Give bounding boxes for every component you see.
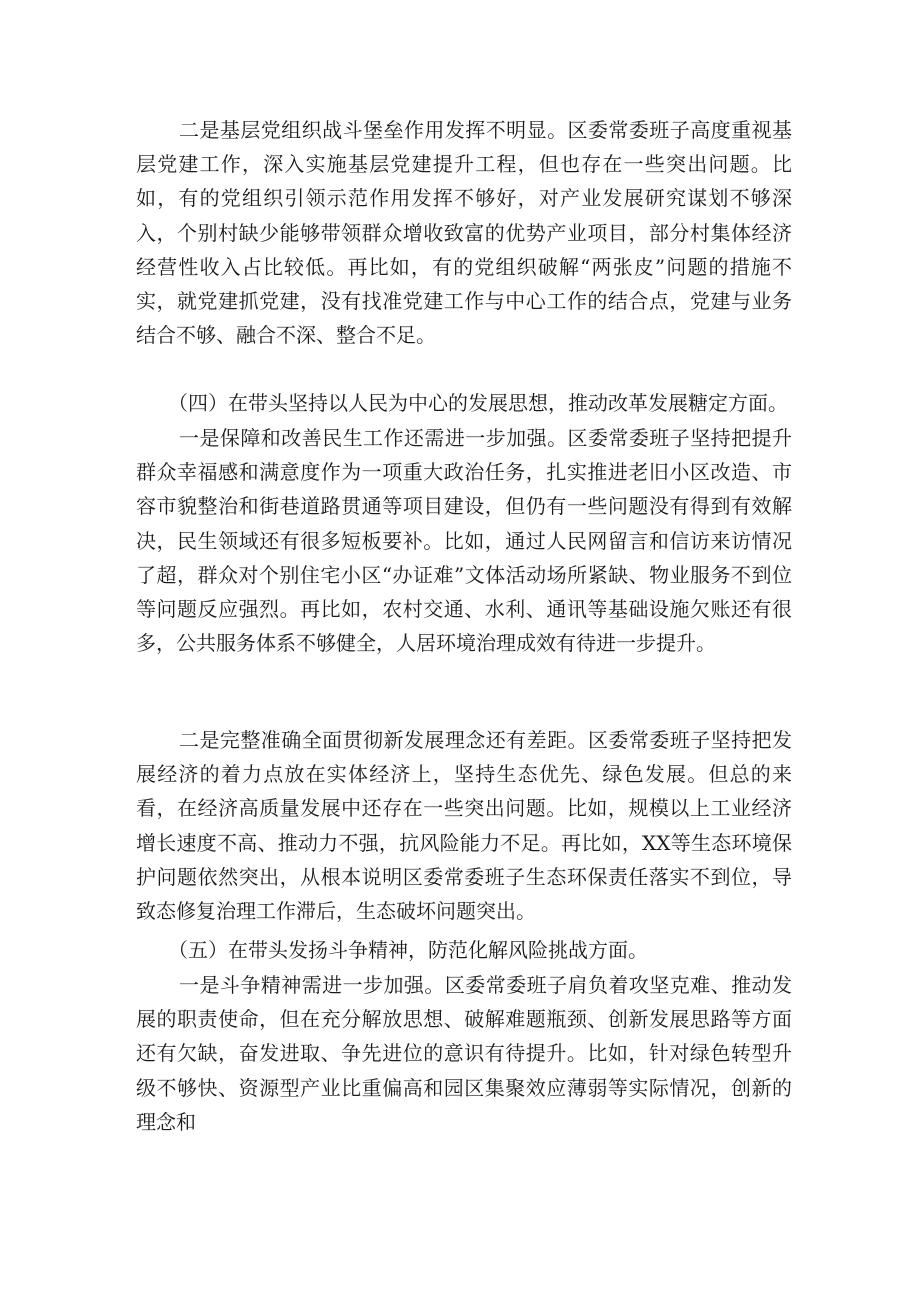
- section-heading-5: （五）在带头发扬斗争精神，防范化解风险挑战方面。: [168, 938, 648, 962]
- paragraph-new-development: 二是完整准确全面贯彻新发展理念还有差距。区委常委班子坚持把发展经济的着力点放在实体经济上，坚持生态优先、绿色发展。但总的来看，在经济高质量发展中还存在一些突出问题。比如，规模以上工业经济增长速度不高、推动力不强，抗风险能力不足。再比如，XX等生态环境保护问题依然突出，从根本说明区委常委班子生态环保责任落实不到位，导致态修复治理工作滞后，生态破坏问题突出。: [136, 728, 792, 924]
- paragraph-livelihood: 一是保障和改善民生工作还需进一步加强。区委常委班子坚持把提升群众幸福感和满意度作为一项重大政治任务，扎实推进老旧小区改造、市容市貌整治和街巷道路贯通等项目建设，但仍有一些问题没有得到有效解决，民生领域还有很多短板要补。比如，通过人民网留言和信访来访情况了超，群众对个别住宅小区“办证难”文体活动场所紧缺、物业服务不到位等问题反应强烈。再比如，农村交通、水利、通讯等基础设施欠账还有很多，公共服务体系不够健全，人居环境治理成效有待进一步提升。: [136, 426, 792, 656]
- paragraph-grassroots-party: 二是基层党组织战斗堡垒作用发挥不明显。区委常委班子高度重视基层党建工作，深入实施基层党建提升工程，但也存在一些突出问题。比如，有的党组织引领示范作用发挥不够好，对产业发展研究谋划不够深入，个别村缺少能够带领群众增收致富的优势产业项目，部分村集体经济经营性收入占比较低。再比如，有的党组织破解“两张皮”问题的措施不实，就党建抓党建，没有找准党建工作与中心工作的结合点，党建与业务结合不够、融合不深、整合不足。: [136, 118, 792, 348]
- paragraph-struggle-spirit: 一是斗争精神需进一步加强。区委常委班子肩负着攻坚克难、推动发展的职责使命，但在充分解放思想、破解难题瓶颈、创新发展思路等方面还有欠缺，奋发进取、争先进位的意识有待提升。比如，针对绿色转型升级不够快、资源型产业比重偏高和园区集聚效应薄弱等实际情况，创新的理念和: [136, 973, 792, 1134]
- section-heading-4: （四）在带头坚持以人民为中心的发展思想，推动改革发展糖定方面。: [168, 391, 788, 415]
